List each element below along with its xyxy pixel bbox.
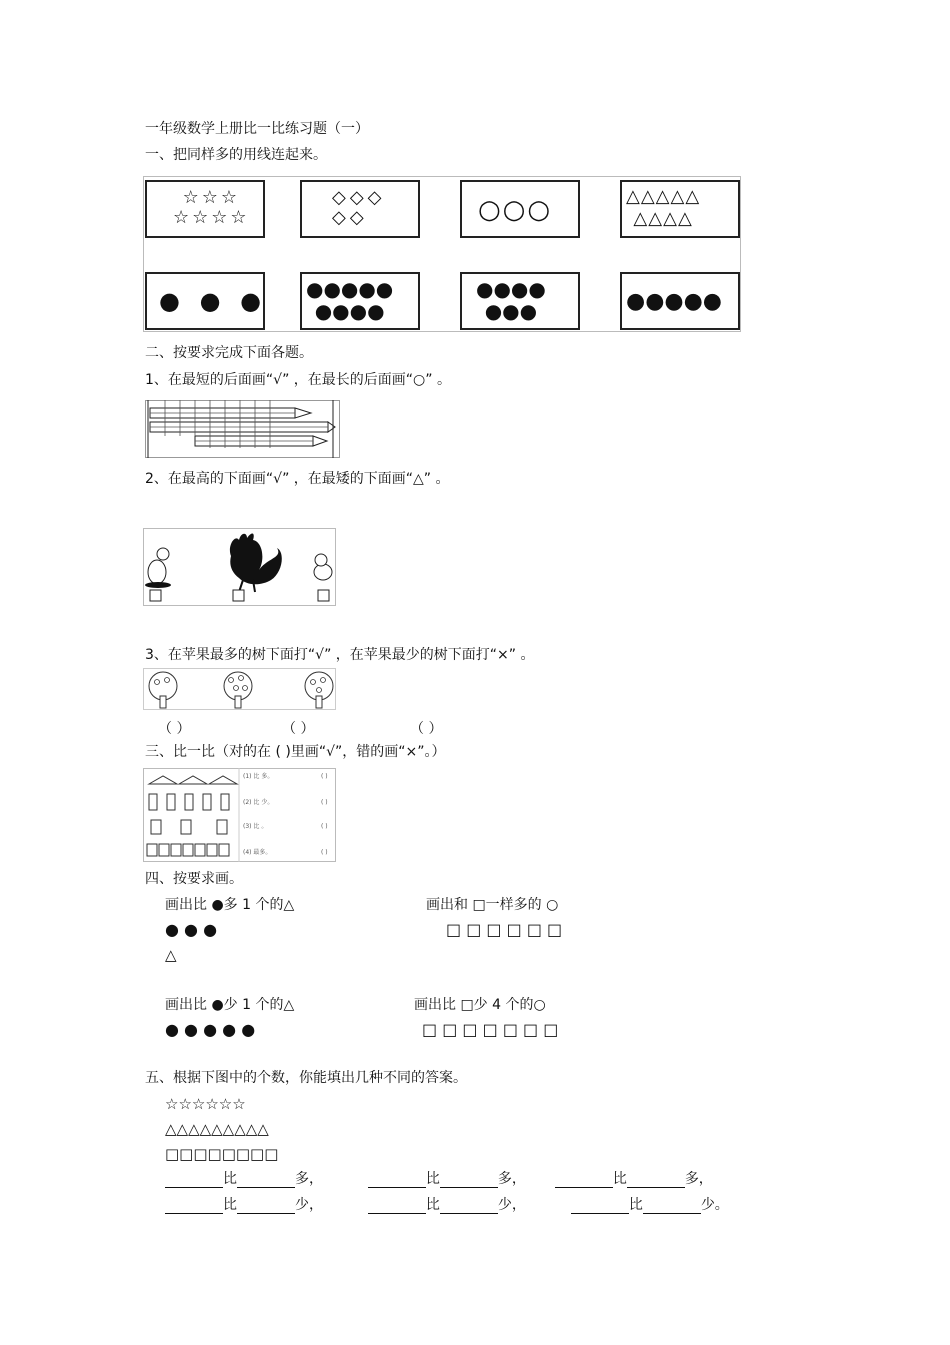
question-2-1: 1、在最短的后面画“√” ，在最长的后面画“○” 。 xyxy=(145,372,451,388)
task-c-label: 画出比 ●少 1 个的△ xyxy=(165,997,295,1013)
task-b-label: 画出和 □一样多的 ○ xyxy=(426,897,559,913)
blank[interactable] xyxy=(165,1199,223,1214)
pencils-figure xyxy=(145,400,340,458)
box-dots-3 xyxy=(145,272,268,330)
fill-row-less: 比 少， 比 少， 比 少。 xyxy=(165,1196,729,1214)
dots-3-glyphs: ● ● ● xyxy=(159,287,268,315)
diamonds-glyphs: ◇◇◇ ◇◇ xyxy=(332,187,386,228)
circles-glyphs: ○○○ xyxy=(478,195,553,225)
svg-text:(3) 比 。: (3) 比 。 xyxy=(243,823,268,830)
blank[interactable] xyxy=(440,1199,498,1214)
blank[interactable] xyxy=(237,1173,295,1188)
box-dots-5 xyxy=(620,272,740,330)
section-1-heading: 一、把同样多的用线连起来。 xyxy=(145,147,327,163)
stars-row: ☆☆☆☆☆☆ xyxy=(165,1095,246,1113)
rooster-icon xyxy=(230,534,282,592)
compare-figure xyxy=(143,768,336,862)
animals-figure xyxy=(143,528,336,606)
task-a-triangle: △ xyxy=(165,946,177,964)
blank[interactable] xyxy=(165,1173,223,1188)
box-triangles xyxy=(620,180,740,238)
triangles-glyphs: △△△△△ △△△△ xyxy=(626,186,701,229)
answer-box-hen xyxy=(150,590,161,601)
box-diamonds xyxy=(300,180,420,238)
box-dots-9 xyxy=(300,272,420,330)
blank[interactable] xyxy=(368,1199,426,1214)
task-a-dots: ● ● ● xyxy=(165,920,218,939)
blank[interactable] xyxy=(368,1173,426,1188)
section-4-heading: 四、按要求画。 xyxy=(145,871,243,887)
task-d-squares: □ □ □ □ □ □ □ xyxy=(422,1020,559,1039)
blank[interactable] xyxy=(237,1199,295,1214)
box-stars xyxy=(145,180,265,238)
answer-box-rooster xyxy=(233,590,244,601)
blank[interactable] xyxy=(627,1173,685,1188)
svg-text:(1) 比 多。: (1) 比 多。 xyxy=(243,773,274,780)
svg-text:( ): ( ) xyxy=(321,823,328,830)
box-dots-7 xyxy=(460,272,580,330)
task-d-label: 画出比 □少 4 个的○ xyxy=(414,997,546,1013)
dots-9-glyphs: ●●●●● ●●●● xyxy=(306,277,394,323)
svg-text:(4) 最多。: (4) 最多。 xyxy=(243,849,272,856)
svg-text:( ): ( ) xyxy=(321,773,328,780)
section-5-heading: 五、根据下图中的个数，你能填出几种不同的答案。 xyxy=(145,1070,467,1086)
hen-icon xyxy=(145,548,171,588)
dots-5-glyphs: ●●●●● xyxy=(626,289,722,314)
stars-glyphs: ☆☆☆ ☆☆☆☆ xyxy=(173,187,250,228)
svg-text:( ): ( ) xyxy=(321,799,328,806)
task-c-dots: ● ● ● ● ● xyxy=(165,1020,256,1039)
svg-text:( ): ( ) xyxy=(321,849,328,856)
blank[interactable] xyxy=(643,1199,701,1214)
task-a-label: 画出比 ●多 1 个的△ xyxy=(165,897,295,913)
triangles-row: △△△△△△△△△ xyxy=(165,1120,269,1138)
question-2-3: 3、在苹果最多的树下面打“√” ，在苹果最少的树下面打“×” 。 xyxy=(145,647,535,663)
blank[interactable] xyxy=(555,1173,613,1188)
trees-figure xyxy=(143,668,336,710)
section-3-heading: 三、比一比（对的在 ( )里画“√”，错的画“×”。） xyxy=(145,744,446,760)
squares-row: □□□□□□□□ xyxy=(165,1145,279,1163)
blank[interactable] xyxy=(440,1173,498,1188)
answer-box-chick xyxy=(318,590,329,601)
chick-icon xyxy=(314,554,332,580)
svg-text:(2) 比 少。: (2) 比 少。 xyxy=(243,799,274,806)
fill-row-more: 比 多， 比 多， 比 多， xyxy=(165,1170,713,1188)
page-title: 一年级数学上册比一比练习题（一） xyxy=(145,121,369,137)
blank[interactable] xyxy=(571,1199,629,1214)
tree-paren-1: （ ） xyxy=(158,721,191,737)
tree-paren-2: （ ） xyxy=(282,721,315,737)
task-b-squares: □ □ □ □ □ □ xyxy=(446,920,563,939)
dots-7-glyphs: ●●●● ●●● xyxy=(476,277,546,323)
question-2-2: 2、在最高的下面画“√” ，在最矮的下面画“△” 。 xyxy=(145,471,450,487)
tree-paren-3: （ ） xyxy=(410,721,443,737)
section-2-heading: 二、按要求完成下面各题。 xyxy=(145,345,313,361)
box-circles xyxy=(460,180,580,238)
